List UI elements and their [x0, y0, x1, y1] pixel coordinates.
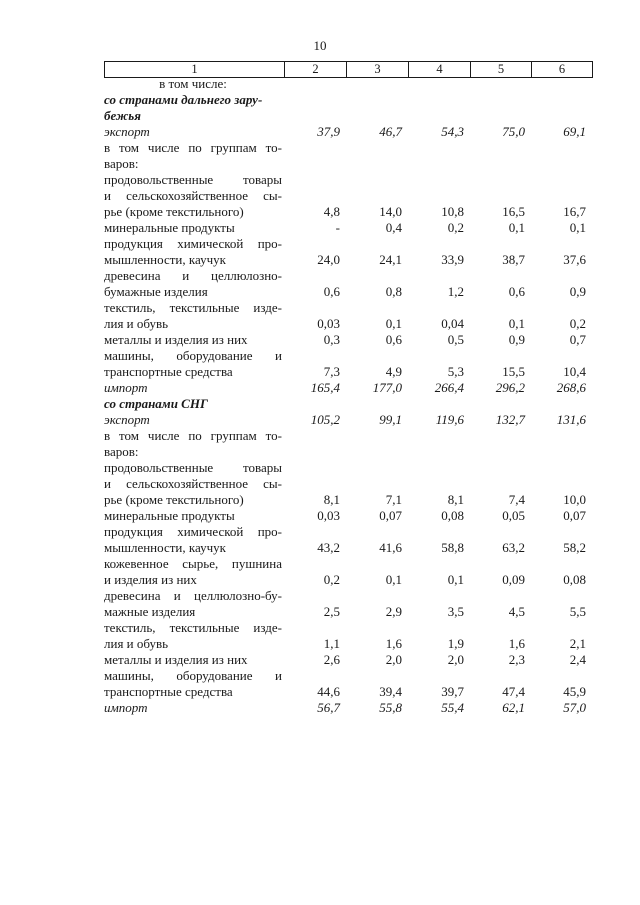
- value-cell-col-5: 0,1: [508, 220, 525, 235]
- value-cell-col-5: 1,6: [508, 636, 525, 651]
- value-cell-col-5: 4,5: [508, 604, 525, 619]
- value-cell-col-3: 0,6: [385, 332, 402, 347]
- table-row: [104, 508, 586, 524]
- table-row: [104, 540, 586, 556]
- value-cell-col-6: 45,9: [563, 684, 586, 699]
- value-cell-col-3: 0,1: [385, 316, 402, 331]
- column-header-4: 4: [409, 62, 471, 78]
- value-cell-col-6: 0,7: [569, 332, 586, 347]
- value-cell-col-4: 1,9: [447, 636, 464, 651]
- value-cell-col-6: 69,1: [563, 124, 586, 139]
- row-label: в том числе по группам то-: [104, 140, 282, 155]
- table-row: [104, 572, 586, 588]
- row-label: со странами дальнего зару-: [104, 92, 263, 107]
- value-cell-col-2: 0,03: [317, 508, 340, 523]
- table-row: [104, 236, 586, 252]
- value-cell-col-6: 57,0: [563, 700, 586, 715]
- row-label: импорт: [104, 700, 148, 715]
- row-label: древесина и целлюлозно-бу-: [104, 588, 282, 603]
- value-cell-col-3: 177,0: [372, 380, 402, 395]
- row-label: продовольственные товары: [104, 172, 282, 187]
- table-row: [104, 684, 586, 700]
- table-row: [104, 108, 586, 124]
- row-label: текстиль, текстильные изде-: [104, 620, 282, 635]
- row-label: текстиль, текстильные изде-: [104, 300, 282, 315]
- table-row: [104, 140, 586, 156]
- value-cell-col-4: 8,1: [447, 492, 464, 507]
- row-label: рье (кроме текстильного): [104, 492, 244, 507]
- value-cell-col-6: 0,9: [569, 284, 586, 299]
- table-row: [104, 284, 586, 300]
- value-cell-col-6: 0,1: [569, 220, 586, 235]
- value-cell-col-4: 0,5: [447, 332, 464, 347]
- value-cell-col-3: 14,0: [379, 204, 402, 219]
- row-label: продукция химической про-: [104, 236, 282, 251]
- table-row: [104, 444, 586, 460]
- row-label: металлы и изделия из них: [104, 652, 248, 667]
- value-cell-col-3: 0,07: [379, 508, 402, 523]
- table-row: [104, 332, 586, 348]
- value-cell-col-6: 0,08: [563, 572, 586, 587]
- table-row: [104, 348, 586, 364]
- value-cell-col-6: 16,7: [563, 204, 586, 219]
- row-label: машины, оборудование и: [104, 668, 282, 683]
- value-cell-col-6: 131,6: [556, 412, 586, 427]
- row-label: экспорт: [104, 412, 150, 427]
- value-cell-col-2: 37,9: [317, 124, 340, 139]
- table-row: [104, 172, 586, 188]
- value-cell-col-5: 132,7: [495, 412, 525, 427]
- value-cell-col-5: 63,2: [502, 540, 525, 555]
- value-cell-col-6: 10,0: [563, 492, 586, 507]
- table-row: [104, 428, 586, 444]
- value-cell-col-6: 0,2: [569, 316, 586, 331]
- value-cell-col-3: 55,8: [379, 700, 402, 715]
- row-label: и сельскохозяйственное сы-: [104, 476, 282, 491]
- value-cell-col-5: 38,7: [502, 252, 525, 267]
- value-cell-col-5: 75,0: [502, 124, 525, 139]
- value-cell-col-4: 58,8: [441, 540, 464, 555]
- value-cell-col-5: 7,4: [508, 492, 525, 507]
- row-label: в том числе:: [159, 76, 227, 91]
- value-cell-col-3: 24,1: [379, 252, 402, 267]
- value-cell-col-5: 0,05: [502, 508, 525, 523]
- row-label: бежья: [104, 108, 141, 123]
- table-row: [104, 700, 586, 716]
- value-cell-col-5: 296,2: [495, 380, 525, 395]
- value-cell-col-5: 0,6: [508, 284, 525, 299]
- value-cell-col-6: 10,4: [563, 364, 586, 379]
- value-cell-col-2: 8,1: [323, 492, 340, 507]
- row-label: рье (кроме текстильного): [104, 204, 244, 219]
- value-cell-col-6: 58,2: [563, 540, 586, 555]
- value-cell-col-2: 1,1: [323, 636, 340, 651]
- value-cell-col-4: 33,9: [441, 252, 464, 267]
- value-cell-col-2: 105,2: [310, 412, 340, 427]
- row-label: в том числе по группам то-: [104, 428, 282, 443]
- row-label: варов:: [104, 444, 139, 459]
- row-label: транспортные средства: [104, 684, 233, 699]
- table-row: [104, 620, 586, 636]
- table-row: [104, 156, 586, 172]
- value-cell-col-6: 2,4: [569, 652, 586, 667]
- value-cell-col-3: 41,6: [379, 540, 402, 555]
- row-label: лия и обувь: [104, 636, 169, 651]
- row-label: транспортные средства: [104, 364, 233, 379]
- value-cell-col-4: 5,3: [447, 364, 464, 379]
- table-row: [104, 492, 586, 508]
- value-cell-col-4: 0,04: [441, 316, 464, 331]
- value-cell-col-2: 0,6: [323, 284, 340, 299]
- value-cell-col-5: 47,4: [502, 684, 525, 699]
- row-label: импорт: [104, 380, 148, 395]
- row-label: лия и обувь: [104, 316, 169, 331]
- value-cell-col-6: 37,6: [563, 252, 586, 267]
- row-label: со странами СНГ: [104, 396, 208, 411]
- row-label: минеральные продукты: [104, 508, 235, 523]
- value-cell-col-4: 3,5: [447, 604, 464, 619]
- value-cell-col-2: 165,4: [310, 380, 340, 395]
- value-cell-col-2: 0,03: [317, 316, 340, 331]
- table-row: [104, 524, 586, 540]
- value-cell-col-2: 0,2: [323, 572, 340, 587]
- column-header-6: 6: [532, 62, 593, 78]
- value-cell-col-2: 43,2: [317, 540, 340, 555]
- value-cell-col-4: 55,4: [441, 700, 464, 715]
- table-row: [104, 588, 586, 604]
- value-cell-col-3: 7,1: [385, 492, 402, 507]
- column-header-1: 1: [105, 62, 285, 78]
- value-cell-col-2: 56,7: [317, 700, 340, 715]
- row-label: минеральные продукты: [104, 220, 235, 235]
- value-cell-col-3: 0,1: [385, 572, 402, 587]
- value-cell-col-4: 10,8: [441, 204, 464, 219]
- table-row: [104, 268, 586, 284]
- value-cell-col-4: 0,1: [447, 572, 464, 587]
- column-header-2: 2: [285, 62, 347, 78]
- value-cell-col-3: 4,9: [385, 364, 402, 379]
- row-label: мышленности, каучук: [104, 540, 226, 555]
- table-row: [104, 604, 586, 620]
- row-label: мышленности, каучук: [104, 252, 226, 267]
- value-cell-col-5: 0,9: [508, 332, 525, 347]
- row-label: продукция химической про-: [104, 524, 282, 539]
- value-cell-col-2: 44,6: [317, 684, 340, 699]
- table-row: [104, 76, 586, 92]
- table-body: [104, 76, 586, 716]
- value-cell-col-4: 266,4: [434, 380, 464, 395]
- value-cell-col-3: 2,9: [385, 604, 402, 619]
- value-cell-col-3: 99,1: [379, 412, 402, 427]
- row-label: продовольственные товары: [104, 460, 282, 475]
- page-number: 10: [313, 38, 327, 53]
- value-cell-col-5: 0,1: [508, 316, 525, 331]
- table-row: [104, 300, 586, 316]
- row-label: машины, оборудование и: [104, 348, 282, 363]
- table-row: [104, 636, 586, 652]
- row-label: мажные изделия: [104, 604, 196, 619]
- value-cell-col-4: 54,3: [441, 124, 464, 139]
- value-cell-col-3: 46,7: [379, 124, 402, 139]
- table-row: [104, 204, 586, 220]
- value-cell-col-3: 0,8: [385, 284, 402, 299]
- table-row: [104, 364, 586, 380]
- table-row: [104, 556, 586, 572]
- value-cell-col-2: 4,8: [323, 204, 340, 219]
- value-cell-col-3: 0,4: [385, 220, 402, 235]
- table-row: [104, 668, 586, 684]
- column-header-5: 5: [471, 62, 532, 78]
- value-cell-col-5: 15,5: [502, 364, 525, 379]
- value-cell-col-6: 268,6: [556, 380, 586, 395]
- table-row: [104, 476, 586, 492]
- table-row: [104, 380, 586, 396]
- value-cell-col-6: 0,07: [563, 508, 586, 523]
- table-row: [104, 124, 586, 140]
- value-cell-col-3: 39,4: [379, 684, 402, 699]
- value-cell-col-5: 2,3: [508, 652, 525, 667]
- column-header-3: 3: [347, 62, 409, 78]
- row-label: металлы и изделия из них: [104, 332, 248, 347]
- table-row: [104, 396, 586, 412]
- table-row: [104, 188, 586, 204]
- table-row: [104, 92, 586, 108]
- value-cell-col-4: 0,2: [447, 220, 464, 235]
- value-cell-col-2: 2,5: [323, 604, 340, 619]
- row-label: варов:: [104, 156, 139, 171]
- table-row: [104, 412, 586, 428]
- table-row: [104, 316, 586, 332]
- row-label: и изделия из них: [104, 572, 197, 587]
- row-label: кожевенное сырье, пушнина: [104, 556, 282, 571]
- value-cell-col-4: 1,2: [447, 284, 464, 299]
- table-row: [104, 460, 586, 476]
- table-row: [104, 252, 586, 268]
- value-cell-col-4: 0,08: [441, 508, 464, 523]
- value-cell-col-2: 0,3: [323, 332, 340, 347]
- value-cell-col-4: 119,6: [435, 412, 464, 427]
- value-cell-col-5: 62,1: [502, 700, 525, 715]
- value-cell-col-6: 2,1: [569, 636, 586, 651]
- value-cell-col-5: 16,5: [502, 204, 525, 219]
- row-label: и сельскохозяйственное сы-: [104, 188, 282, 203]
- value-cell-col-2: 2,6: [323, 652, 340, 667]
- row-label: экспорт: [104, 124, 150, 139]
- table-row: [104, 652, 586, 668]
- row-label: древесина и целлюлозно-: [104, 268, 282, 283]
- value-cell-col-6: 5,5: [569, 604, 586, 619]
- value-cell-col-5: 0,09: [502, 572, 525, 587]
- value-cell-col-2: 24,0: [317, 252, 340, 267]
- value-cell-col-3: 2,0: [385, 652, 402, 667]
- table-row: [104, 220, 586, 236]
- value-cell-col-2: 7,3: [323, 364, 340, 379]
- row-label: бумажные изделия: [104, 284, 208, 299]
- value-cell-col-3: 1,6: [385, 636, 402, 651]
- value-cell-col-4: 39,7: [441, 684, 464, 699]
- value-cell-col-4: 2,0: [447, 652, 464, 667]
- value-cell-col-2: -: [335, 220, 340, 235]
